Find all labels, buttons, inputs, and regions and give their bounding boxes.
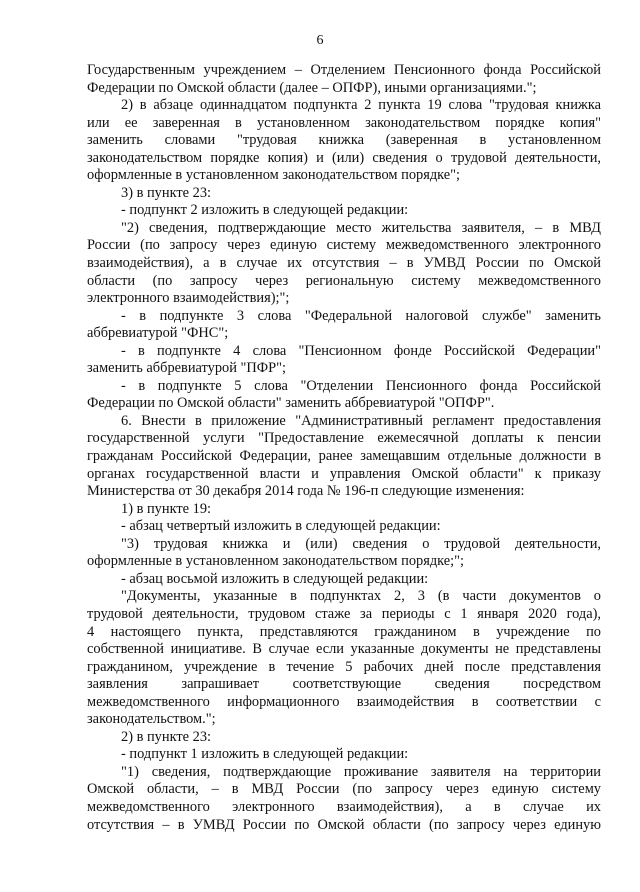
text-line: "3) трудовая книжка и (или) сведения о трудовой деятельности, bbox=[121, 535, 601, 552]
text-line: государственной услуги "Предоставление ежемесячной доплаты к пенсии bbox=[87, 430, 601, 447]
text-line: 6. Внести в приложение "Административный регламент предоставления bbox=[121, 412, 601, 429]
text-line: Федерации по Омской области (далее – ОПФР), иными организациями."; bbox=[87, 79, 537, 96]
text-line: - абзац четвертый изложить в следующей редакции: bbox=[121, 518, 441, 535]
text-line: электронного взаимодействия);"; bbox=[87, 290, 290, 307]
text-line: "Документы, указанные в подпунктах 2, 3 (в части документов о bbox=[121, 588, 601, 605]
text-line: гражданином, учреждение в течение 5 рабочих дней после представления bbox=[87, 658, 601, 675]
text-line: 2) в пункте 23: bbox=[121, 728, 212, 745]
text-line: 3) в пункте 23: bbox=[121, 184, 212, 201]
text-line: Омской области, – в МВД России (по запросу через единую систему bbox=[87, 781, 601, 798]
text-line: законодательством."; bbox=[87, 711, 216, 728]
text-line: взаимодействия), а в случае их отсутствия – в УМВД России по Омской bbox=[87, 255, 601, 272]
text-line: собственной инициативе. В случае если указанные документы не представлены bbox=[87, 641, 601, 658]
text-line: - в подпункте 5 слова "Отделении Пенсионного фонда Российской bbox=[121, 377, 601, 394]
text-line: 4 настоящего пункта, представляются гражданином в учреждение по bbox=[87, 623, 601, 640]
text-line: - абзац восьмой изложить в следующей редакции: bbox=[121, 570, 429, 587]
text-line: - в подпункте 4 слова "Пенсионном фонде Российской Федерации" bbox=[121, 342, 601, 359]
text-line: оформленные в установленном законодательством порядке"; bbox=[87, 167, 461, 184]
text-line: 2) в абзаце одиннадцатом подпункта 2 пункта 19 слова "трудовая книжка bbox=[121, 97, 601, 114]
text-line: гражданам Российской Федерации, ранее замещавшим отдельные должности в bbox=[87, 448, 601, 465]
text-line: трудовой деятельности, трудовом стаже за периоды с 1 января 2020 года), bbox=[87, 605, 601, 622]
text-line: законодательством порядке копия) и (или) сведения о трудовой деятельности, bbox=[87, 149, 601, 166]
text-line: Федерации по Омской области" заменить аббревиатурой "ОПФР". bbox=[87, 395, 495, 412]
document-body bbox=[87, 62, 601, 834]
text-line: области (по запросу через региональную систему межведомственного bbox=[87, 272, 601, 289]
text-line: заменить словами "трудовая книжка (заверенная в установленном bbox=[87, 132, 601, 149]
text-line: - подпункт 2 изложить в следующей редакции: bbox=[121, 202, 409, 219]
text-line: заменить аббревиатурой "ПФР"; bbox=[87, 360, 287, 377]
text-line: межведомственного электронного взаимодействия), а в случае их bbox=[87, 798, 601, 815]
page-number: 6 bbox=[316, 33, 324, 48]
text-line: "1) сведения, подтверждающие проживание заявителя на территории bbox=[121, 763, 601, 780]
text-line: межведомственного информационного взаимодействия в соответствии с bbox=[87, 693, 601, 710]
text-line: органах государственной власти и управления Омской области" к приказу bbox=[87, 465, 601, 482]
text-line: - подпункт 1 изложить в следующей редакции: bbox=[121, 746, 409, 763]
text-line: или ее заверенная в установленном законодательством порядке копия" bbox=[87, 114, 601, 131]
text-line: - в подпункте 3 слова "Федеральной налоговой службе" заменить bbox=[121, 307, 601, 324]
text-line: заявления запрашивает соответствующие сведения посредством bbox=[87, 676, 601, 693]
text-line: отсутствия – в УМВД России по Омской области (по запросу через единую bbox=[87, 816, 601, 833]
text-line: 1) в пункте 19: bbox=[121, 500, 212, 517]
text-line: Министерства от 30 декабря 2014 года № 196-п следующие изменения: bbox=[87, 483, 525, 500]
text-line: "2) сведения, подтверждающие место жительства заявителя, – в МВД bbox=[121, 219, 601, 236]
text-line: аббревиатурой "ФНС"; bbox=[87, 325, 229, 342]
text-line: России (по запросу через единую систему межведомственного электронного bbox=[87, 237, 601, 254]
text-line: Государственным учреждением – Отделением Пенсионного фонда Российской bbox=[87, 62, 601, 78]
text-line: оформленные в установленном законодательством порядке;"; bbox=[87, 553, 465, 570]
